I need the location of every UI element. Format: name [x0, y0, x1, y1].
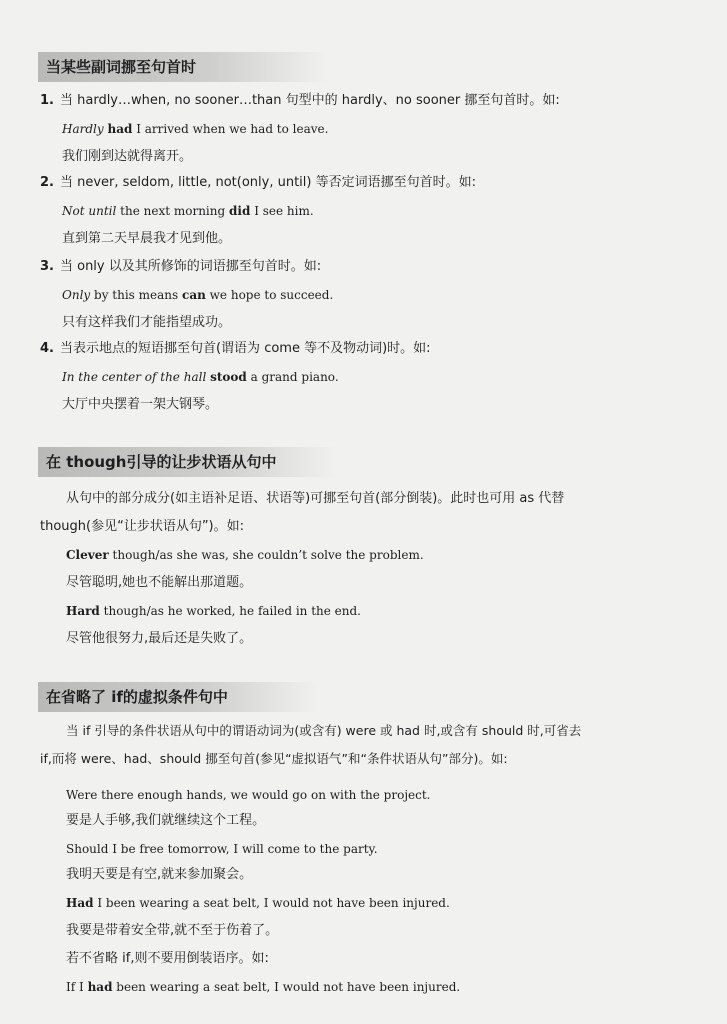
- rule-2-number: 2.: [40, 175, 54, 190]
- rule-4-text: 当表示地点的短语挪至句首(谓语为 come 等不及物动词)时。如:: [59, 341, 431, 356]
- rule-1-number: 1.: [40, 93, 54, 108]
- if-translation-2: 我明天要是有空,就来参加聚会。: [66, 867, 253, 882]
- example-4-italic: In the center of the hall: [62, 370, 207, 384]
- if-example-3-rest: I been wearing a seat belt, I would not have been injured.: [97, 896, 450, 910]
- if-example-1: Were there enough hands, we would go on with the project.: [66, 788, 431, 802]
- rule-2: [40, 174, 476, 192]
- example-2-italic: Not until: [62, 204, 117, 218]
- if-translation-1: 要是人手够,我们就继续这个工程。: [66, 813, 266, 828]
- section-heading-if: 在省略了 if的虚拟条件句中: [38, 682, 318, 712]
- though-example-1-bold: Clever: [66, 548, 109, 562]
- if-intro-line-1: 当 if 引导的条件状语从句中的谓语动词为(或含有) were 或 had 时,或含有 should 时,可省去: [66, 723, 582, 738]
- if-translation-3: 我要是带着安全带,就不至于伤着了。: [66, 923, 279, 938]
- rule-3-number: 3.: [40, 259, 54, 274]
- if-example-3: [66, 894, 450, 912]
- example-3: [62, 286, 333, 304]
- though-intro-line-2: though(参见“让步状语从句”)。如:: [40, 519, 245, 534]
- example-2-rest: I see him.: [254, 204, 314, 218]
- if-example-3-bold: Had: [66, 896, 94, 910]
- example-1: [62, 120, 328, 138]
- rule-3: [40, 258, 321, 276]
- rule-4-number: 4.: [40, 341, 54, 356]
- rule-1: [40, 92, 560, 110]
- example-1-italic: Hardly: [62, 122, 104, 136]
- translation-2: 直到第二天早晨我才见到他。: [62, 231, 232, 246]
- example-4-rest: a grand piano.: [250, 370, 339, 384]
- example-2-mid: the next morning: [120, 204, 226, 218]
- example-3-bold: can: [182, 288, 206, 302]
- example-4: [62, 368, 339, 386]
- though-example-1: [66, 546, 424, 564]
- though-example-1-rest: though/as she was, she couldn’t solve the problem.: [112, 548, 424, 562]
- though-example-2-rest: though/as he worked, he failed in the end.: [103, 604, 361, 618]
- example-1-bold: had: [107, 122, 133, 136]
- if-example-4: [66, 978, 460, 996]
- though-translation-1: 尽管聪明,她也不能解出那道题。: [66, 575, 253, 590]
- if-example-2: Should I be free tomorrow, I will come to the party.: [66, 842, 378, 856]
- though-example-2-bold: Hard: [66, 604, 100, 618]
- though-intro-line-1: 从句中的部分成分(如主语补足语、状语等)可挪至句首(部分倒装)。此时也可用 as 代替: [66, 491, 565, 506]
- rule-4: [40, 340, 431, 358]
- translation-1: 我们刚到达就得离开。: [62, 149, 193, 164]
- example-4-bold: stood: [210, 370, 247, 384]
- rule-3-text: 当 only 以及其所修饰的词语挪至句首时。如:: [59, 259, 322, 274]
- translation-4: 大厅中央摆着一架大钢琴。: [62, 397, 219, 412]
- translation-3: 只有这样我们才能指望成功。: [62, 315, 232, 330]
- example-2: [62, 202, 314, 220]
- if-example-4-rest: been wearing a seat belt, I would not have been injured.: [116, 980, 461, 994]
- section-heading-though: 在 though引导的让步状语从句中: [38, 447, 338, 477]
- section-heading-adverbs: 当某些副词挪至句首时: [38, 52, 328, 82]
- example-2-bold: did: [229, 204, 251, 218]
- if-example-4-start: If I: [66, 980, 84, 994]
- example-3-mid: by this means: [94, 288, 179, 302]
- rule-1-text: 当 hardly…when, no sooner…than 句型中的 hardly、no sooner 挪至句首时。如:: [59, 93, 560, 108]
- if-example-4-bold: had: [87, 980, 113, 994]
- rule-2-text: 当 never, seldom, little, not(only, until) 等否定词语挪至句首时。如:: [59, 175, 476, 190]
- though-example-2: [66, 602, 361, 620]
- example-3-italic: Only: [62, 288, 91, 302]
- though-translation-2: 尽管他很努力,最后还是失败了。: [66, 631, 253, 646]
- example-1-rest: I arrived when we had to leave.: [136, 122, 329, 136]
- example-3-rest: we hope to succeed.: [209, 288, 334, 302]
- if-intro-line-2: if,而将 were、had、should 挪至句首(参见“虚拟语气”和“条件状语从句”部分)。如:: [40, 751, 508, 766]
- if-note: 若不省略 if,则不要用倒装语序。如:: [66, 951, 269, 966]
